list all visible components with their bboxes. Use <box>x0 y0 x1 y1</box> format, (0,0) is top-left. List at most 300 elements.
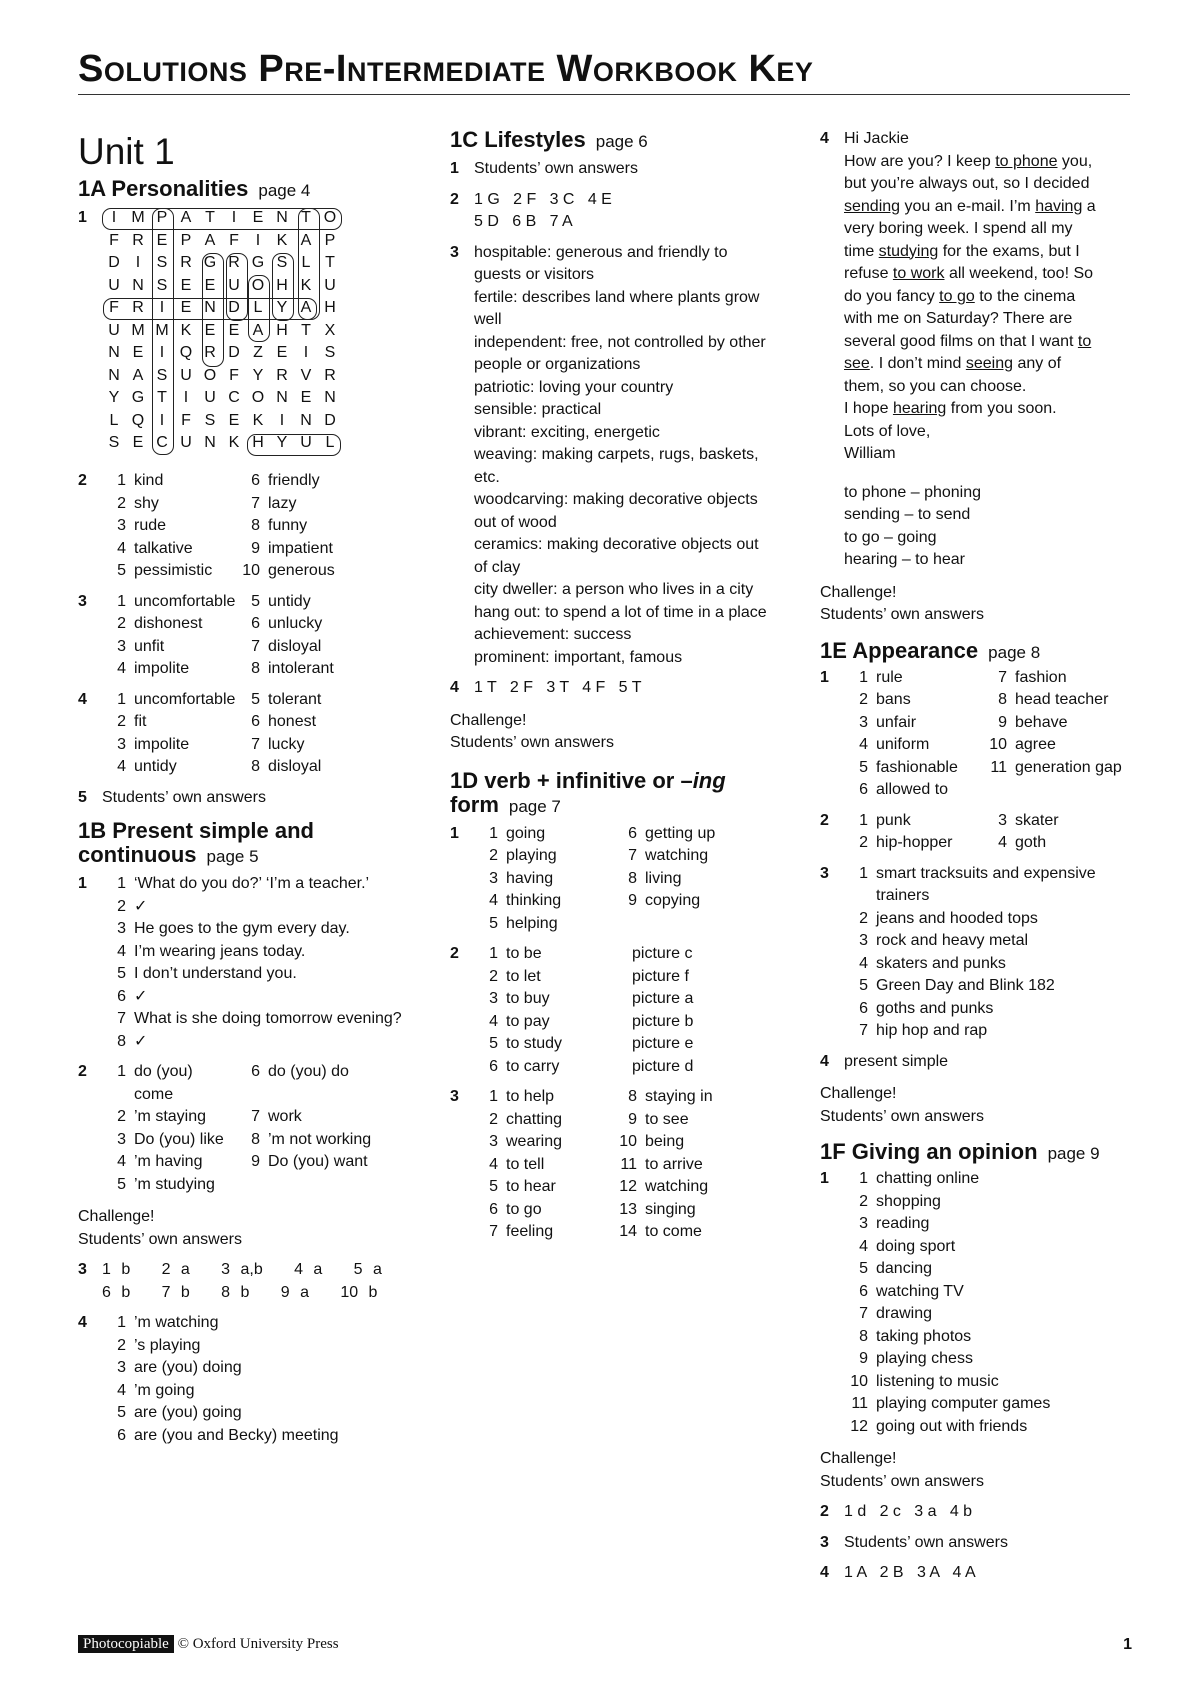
answer-cell <box>474 823 609 846</box>
item-answer: dishonest <box>134 615 203 632</box>
item-number: 5 <box>489 914 498 932</box>
page-title: Solutions Pre-Intermediate Workbook Key <box>78 48 814 90</box>
answer-row <box>102 941 423 964</box>
grid-cell: R <box>324 366 336 384</box>
answer-cell <box>232 591 311 614</box>
page-ref: page 6 <box>595 132 648 151</box>
page-number: 1 <box>1123 1636 1132 1653</box>
exercise-number: 2 <box>450 945 459 962</box>
section-1d <box>450 769 770 1244</box>
grid-cell: Z <box>253 344 263 362</box>
item-answer: goths and punks <box>876 999 994 1017</box>
answer-row <box>474 890 770 913</box>
grid-cell: G <box>251 254 265 272</box>
answer-row <box>474 988 770 1011</box>
definition-item: city dweller: a person who lives in a city <box>474 581 754 598</box>
grid-cell: U <box>204 389 216 407</box>
grid-cell: P <box>324 231 336 249</box>
item-number: 7 <box>859 1305 868 1322</box>
answer-cell <box>232 1061 349 1106</box>
heading-text: 1D verb + infinitive or – <box>450 767 693 793</box>
answer-row <box>474 1131 770 1154</box>
answer-row <box>844 1326 1150 1349</box>
item-answer: shopping <box>876 1192 941 1210</box>
item-number: 2 <box>117 615 126 632</box>
grid-cell: N <box>276 389 288 407</box>
challenge <box>78 1206 423 1251</box>
definition-item: achievement: success <box>474 626 632 643</box>
item-number: 6 <box>251 713 260 730</box>
item-answer: to carry <box>506 1057 560 1075</box>
grid-cell: H <box>276 321 288 339</box>
item-answer: chatting online <box>876 1170 980 1187</box>
answer-cell <box>102 538 232 561</box>
item-answer: do (you) do <box>268 1063 349 1080</box>
exercise-5 <box>78 787 423 810</box>
grid-cell: T <box>325 254 335 272</box>
definition-item: hang out: to spend a lot of time in a place <box>474 603 767 621</box>
underlined-word: studying <box>878 242 939 260</box>
challenge-label: Challenge! <box>820 1450 897 1467</box>
answer-row <box>474 1109 770 1132</box>
grid-cell: O <box>203 366 217 384</box>
definition-item: fertile: describes land where plants grow well <box>474 288 760 328</box>
exercise-answer: 1 A 2 B 3 A 4 A <box>844 1564 976 1581</box>
answer-cell <box>102 470 232 493</box>
exercise-2 <box>820 810 1150 855</box>
item-answer: generation gap <box>1015 758 1122 776</box>
grid-cell: E <box>228 321 240 339</box>
item-number: 9 <box>251 1153 260 1170</box>
answer-cell <box>232 689 321 712</box>
definition-item: sensible: practical <box>474 401 602 418</box>
item-number: 1 <box>117 592 126 610</box>
correction-line: to go – going <box>844 528 937 546</box>
text: I hope <box>844 400 893 417</box>
item-answer: untidy <box>134 758 177 775</box>
item-number: 5 <box>489 1178 498 1195</box>
item-answer: allowed to <box>876 781 949 798</box>
item-number: 8 <box>251 758 260 775</box>
exercise-4 <box>78 1312 423 1447</box>
item-answer: ’m studying <box>134 1175 215 1193</box>
definition-item: woodcarving: making decorative objects out of wood <box>474 491 758 531</box>
answer-row <box>102 560 423 583</box>
item-number: 3 <box>998 811 1007 829</box>
item-answer: fit <box>134 713 147 730</box>
answer-cell <box>844 779 979 802</box>
exercise-number: 1 <box>78 209 87 226</box>
column-1 <box>78 128 423 1457</box>
answer-cell <box>102 689 236 712</box>
item-number: 8 <box>117 1032 126 1050</box>
underlined-word: to work <box>892 265 945 282</box>
item-answer: bans <box>876 691 911 708</box>
answer-row <box>844 757 1150 780</box>
exercise-number: 1 <box>820 668 829 686</box>
picture-label: picture f <box>632 967 689 985</box>
item-number: 1 <box>489 945 498 962</box>
item-number: 7 <box>489 1223 498 1240</box>
item-answer: Do (you) want <box>268 1153 368 1170</box>
item-answer: hip-hopper <box>876 834 953 851</box>
item-number: 3 <box>489 1133 498 1150</box>
answer-row <box>844 689 1150 712</box>
grid-cell: R <box>132 299 144 317</box>
grid-cell: G <box>131 389 145 407</box>
underlined-word: seeing <box>965 355 1013 372</box>
exercise-number: 1 <box>450 824 459 842</box>
grid-cell: F <box>109 231 119 249</box>
grid-cell: N <box>300 411 312 429</box>
item-number: 7 <box>251 494 260 512</box>
exercise-3 <box>450 242 770 670</box>
answer-row <box>474 1056 770 1079</box>
grid-cell: A <box>252 321 264 339</box>
letter-line: them, so you can choose. <box>844 377 1027 395</box>
answer-row <box>102 515 423 538</box>
letter-line <box>844 241 1150 264</box>
item-answer: smart tracksuits and expensive trainers <box>876 864 1096 904</box>
answer-cell <box>474 868 609 891</box>
exercise-number: 3 <box>78 592 87 610</box>
item-number: 8 <box>859 1327 868 1345</box>
challenge <box>450 710 770 755</box>
item-number: 3 <box>859 1215 868 1232</box>
item-number: 9 <box>251 539 260 557</box>
letter-line <box>844 331 1150 354</box>
item-answer: staying in <box>645 1088 713 1105</box>
text: you an e-mail. I’m <box>900 197 1036 215</box>
answer-row <box>102 896 423 919</box>
heading-text: 1B Present simple and <box>78 818 314 843</box>
answer-row <box>844 1416 1150 1439</box>
item-number: 5 <box>117 965 126 982</box>
exercise-number: 4 <box>78 1314 87 1331</box>
item-number: 3 <box>117 637 126 655</box>
answer-cell <box>474 890 609 913</box>
item-answer: are (you) going <box>134 1404 242 1421</box>
letter-line: with me on Saturday? There are <box>844 310 1073 327</box>
item-answer: Do (you) like <box>134 1130 224 1148</box>
item-number: 9 <box>628 1110 637 1128</box>
challenge-label: Challenge! <box>820 1085 897 1102</box>
grid-row <box>102 387 342 410</box>
grid-cell: E <box>180 276 192 294</box>
text: any of <box>1013 355 1062 372</box>
exercise-number: 2 <box>820 1503 829 1520</box>
unit-heading: Unit 1 <box>78 131 175 172</box>
exercise-number: 3 <box>820 864 829 882</box>
answer-cell <box>102 711 232 734</box>
definition-item: prominent: important, famous <box>474 648 683 666</box>
item-answer: punk <box>876 811 911 829</box>
item-number: 3 <box>489 990 498 1007</box>
item-number: 4 <box>859 1237 868 1255</box>
exercise-number: 3 <box>450 1088 459 1105</box>
exercise-answer: 1 d 2 c 3 a 4 b <box>844 1503 973 1520</box>
grid-cell: O <box>323 209 337 227</box>
grid-cell: T <box>301 321 311 339</box>
answer-cell <box>979 810 1059 833</box>
item-number: 12 <box>850 1417 868 1435</box>
grid-cell: E <box>156 231 168 249</box>
answer-cell <box>474 845 609 868</box>
item-answer: uncomfortable <box>134 592 236 610</box>
page-ref: page 5 <box>206 847 259 866</box>
item-number: 10 <box>619 1133 637 1150</box>
exercise-number: 1 <box>820 1170 829 1187</box>
item-number: 8 <box>251 517 260 534</box>
item-answer: Green Day and Blink 182 <box>876 977 1055 994</box>
answer-cell <box>474 943 632 966</box>
grid-cell: P <box>180 231 192 249</box>
item-answer: agree <box>1015 736 1056 753</box>
answer-line: 5 D 6 B 7 A <box>474 213 573 230</box>
section-1e-heading <box>820 639 1150 665</box>
exercise-2 <box>78 1061 423 1196</box>
answer-row <box>474 1086 770 1109</box>
item-answer: thinking <box>506 892 562 909</box>
section-1c <box>450 128 770 755</box>
answer-row <box>102 636 423 659</box>
answer-row <box>844 930 1150 953</box>
answer-row <box>102 1335 423 1358</box>
item-number: 2 <box>117 1336 126 1354</box>
answer-row <box>844 1168 1150 1191</box>
exercise-number: 4 <box>820 1052 829 1070</box>
exercise-2 <box>450 189 770 234</box>
item-answer: going <box>506 824 546 842</box>
grid-cell: Y <box>252 366 264 384</box>
answer-row <box>844 1348 1150 1371</box>
grid-cell: Y <box>276 434 288 452</box>
grid-cell: F <box>229 231 239 249</box>
answer-cell <box>232 470 320 493</box>
item-answer: getting up <box>645 824 716 842</box>
exercise-number: 4 <box>820 1564 829 1581</box>
answer-row <box>102 1031 423 1054</box>
answer-row <box>102 1106 423 1129</box>
answer-row <box>844 975 1150 998</box>
answer-cell <box>979 757 1122 780</box>
item-answer: to see <box>645 1110 689 1128</box>
answer-row <box>474 1033 770 1056</box>
item-answer: fashionable <box>876 758 958 776</box>
grid-cell: D <box>108 254 120 272</box>
definition-item: independent: free, not controlled by other people or organizations <box>474 333 766 373</box>
grid-cell: X <box>324 321 336 339</box>
grid-cell: U <box>324 276 336 294</box>
exercise-4 <box>450 677 770 700</box>
item-number: 7 <box>251 735 260 753</box>
exercise-number: 2 <box>78 1063 87 1080</box>
answer-cell <box>609 1221 702 1244</box>
answer-line: 6 b 7 b 8 b 9 a 10 b <box>102 1283 378 1301</box>
answer-cell <box>979 667 1067 690</box>
grid-cell: S <box>156 366 168 384</box>
answer-cell <box>232 1151 368 1174</box>
grid-row <box>102 410 342 433</box>
page-ref: page 7 <box>508 796 561 816</box>
answer-cell <box>102 515 232 538</box>
copyright: © Oxford University Press <box>177 1636 339 1652</box>
item-number: 1 <box>117 1314 126 1331</box>
picture-label: picture b <box>632 1012 694 1030</box>
answer-row <box>102 1174 423 1197</box>
answer-row <box>844 1191 1150 1214</box>
grid-cell: F <box>181 411 191 429</box>
grid-cell: N <box>276 209 288 227</box>
grid-cell: A <box>180 209 192 227</box>
answer-cell <box>232 711 316 734</box>
answer-row <box>102 1425 423 1448</box>
item-number: 2 <box>117 713 126 730</box>
item-answer: goth <box>1015 834 1047 851</box>
footer <box>78 1636 339 1653</box>
item-number: 6 <box>859 1282 868 1300</box>
text: time <box>844 242 879 260</box>
answer-row <box>474 823 770 846</box>
answer-cell <box>102 613 232 636</box>
underlined-word: sending <box>844 197 901 215</box>
item-answer: to be <box>506 945 542 962</box>
item-number: 8 <box>628 869 637 887</box>
item-number: 4 <box>117 660 126 677</box>
item-number: 3 <box>117 920 126 937</box>
answer-cell <box>232 493 296 516</box>
grid-cell: N <box>204 299 216 317</box>
item-number: 1 <box>117 1063 126 1080</box>
item-answer: doing sport <box>876 1237 956 1255</box>
item-number: 4 <box>489 1012 498 1030</box>
item-answer: ✓ <box>134 897 148 915</box>
item-answer: ’m going <box>134 1381 195 1399</box>
item-number: 8 <box>251 1130 260 1148</box>
item-answer: to help <box>506 1088 555 1105</box>
grid-cell: R <box>204 344 216 362</box>
item-number: 14 <box>619 1223 637 1240</box>
text: all weekend, too! So <box>944 265 1094 282</box>
exercise-4 <box>820 1562 1150 1585</box>
grid-cell: R <box>276 366 288 384</box>
column-2 <box>450 128 770 1254</box>
answer-row <box>102 689 423 712</box>
challenge-answer: Students’ own answers <box>820 1107 984 1125</box>
answer-row <box>474 845 770 868</box>
answer-row <box>474 1221 770 1244</box>
exercise-number: 4 <box>78 690 87 708</box>
grid-cell: M <box>131 209 145 227</box>
answer-cell <box>474 1086 609 1109</box>
grid-cell: Y <box>108 389 120 407</box>
answer-cell <box>474 1011 632 1034</box>
letter-line: William <box>844 445 896 462</box>
item-answer: living <box>645 869 682 887</box>
grid-cell: I <box>231 209 237 227</box>
item-number: 3 <box>117 735 126 753</box>
item-answer: impolite <box>134 735 190 753</box>
heading-text: 1F Giving an opinion <box>820 1139 1038 1164</box>
answer-cell <box>474 913 609 936</box>
item-number: 4 <box>117 1381 126 1399</box>
letter-line <box>844 398 1150 421</box>
item-number: 4 <box>859 954 868 972</box>
item-number: 1 <box>117 690 126 708</box>
answer-cell <box>232 515 307 538</box>
grid-row <box>102 365 342 388</box>
answer-row <box>844 712 1150 735</box>
answer-row <box>474 868 770 891</box>
answer-row <box>474 1154 770 1177</box>
item-number: 5 <box>859 758 868 776</box>
item-answer: helping <box>506 914 558 932</box>
grid-cell: I <box>303 344 309 362</box>
section-1a-heading <box>78 177 423 203</box>
exercise-4 <box>820 1051 1150 1074</box>
section-1b-heading <box>78 819 423 869</box>
item-answer: to go <box>506 1200 542 1218</box>
answer-row <box>102 1380 423 1403</box>
grid-cell: E <box>276 344 288 362</box>
item-number: 6 <box>117 987 126 1005</box>
exercise-1 <box>450 158 770 181</box>
page-ref: page 9 <box>1047 1144 1100 1163</box>
grid-cell: A <box>300 299 312 317</box>
answer-cell <box>102 756 232 779</box>
exercise-3 <box>78 1259 423 1304</box>
answer-row <box>844 810 1150 833</box>
grid-cell: N <box>108 344 120 362</box>
item-number: 2 <box>859 909 868 927</box>
underlined-word: see <box>844 355 870 372</box>
item-answer: to let <box>506 967 541 985</box>
answer-cell <box>102 1129 232 1152</box>
exercise-2 <box>820 1501 1150 1524</box>
picture-label: picture c <box>632 945 693 962</box>
challenge-label: Challenge! <box>820 583 897 601</box>
exercise-4 <box>78 689 423 779</box>
item-number: 7 <box>251 637 260 655</box>
grid-cell: U <box>300 434 312 452</box>
grid-cell: R <box>180 254 192 272</box>
item-answer: friendly <box>268 472 320 489</box>
grid-cell: S <box>204 411 216 429</box>
answer-cell <box>474 1154 609 1177</box>
item-answer: going out with friends <box>876 1417 1028 1435</box>
grid-cell: K <box>252 411 264 429</box>
answer-cell <box>474 1199 609 1222</box>
answer-cell <box>979 689 1108 712</box>
item-answer: lazy <box>268 494 297 512</box>
exercise-number: 4 <box>820 130 829 147</box>
section-1a <box>78 177 423 809</box>
definition-item: hospitable: generous and friendly to guests or visitors <box>474 243 728 283</box>
item-answer: skater <box>1015 811 1059 829</box>
item-number: 5 <box>117 562 126 579</box>
item-number: 11 <box>851 1395 868 1412</box>
exercise-answer: Students’ own answers <box>102 788 266 806</box>
grid-cell: T <box>157 389 167 407</box>
grid-cell: L <box>253 299 263 317</box>
letter-line <box>844 151 1150 174</box>
challenge-answer: Students’ own answers <box>820 606 984 623</box>
answer-cell <box>474 1109 609 1132</box>
challenge-answer: Students’ own answers <box>820 1472 984 1490</box>
heading-text: 1E Appearance <box>820 637 979 663</box>
item-answer: being <box>645 1133 685 1150</box>
exercise-number: 3 <box>450 243 459 261</box>
